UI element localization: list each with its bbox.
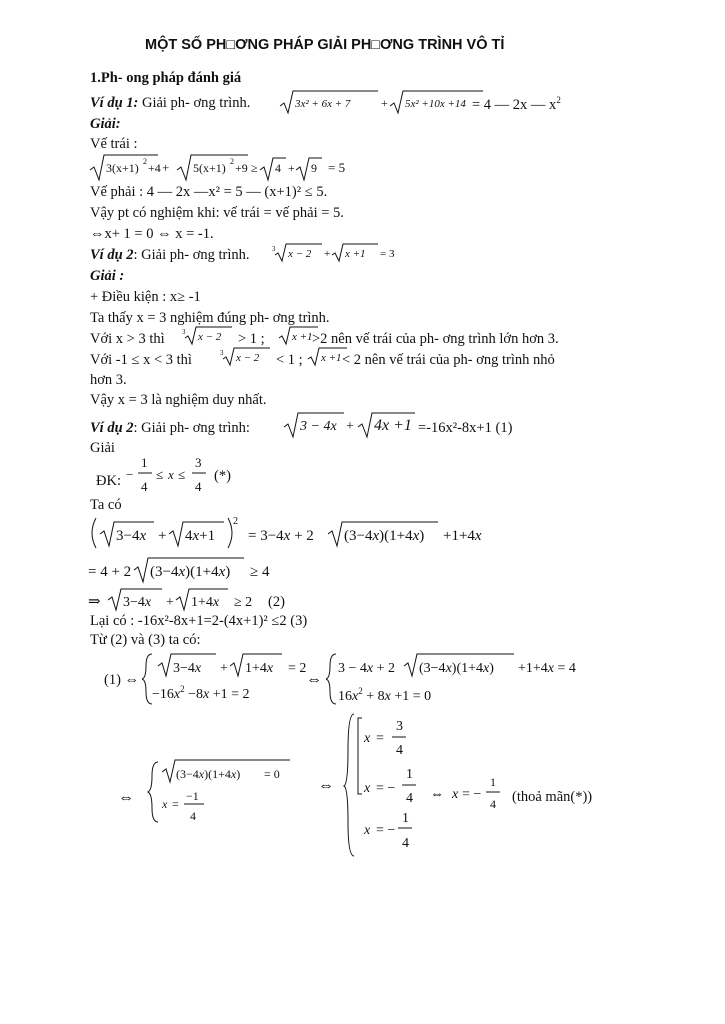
svg-text:≥ 4: ≥ 4 [250,564,270,580]
example-1-statement [90,95,250,112]
svg-text:3: 3 [272,245,276,253]
svg-text:(3−4x)(1+4x): (3−4x)(1+4x) [419,661,494,676]
example-2-statement [90,247,250,264]
solution-label: Giải : [90,268,125,284]
example-text: : Giải ph- ơng trình. [133,247,250,263]
svg-text:= 3−4x + 2: = 3−4x + 2 [248,528,314,544]
case-greater-conclusion: >2 nên vế trái của ph- ơng trình lớn hơn 3. [312,331,559,347]
svg-text:4x +1: 4x +1 [374,417,412,434]
svg-text:3: 3 [195,455,202,470]
svg-text:3 − 4x + 2: 3 − 4x + 2 [338,661,396,676]
svg-text:3: 3 [396,719,403,734]
svg-text:x: x [364,731,371,746]
section-heading: 1.Ph- ong pháp đánh giá [90,70,242,86]
svg-text:+: + [288,161,295,175]
result-line: ⇔x+ 1 = 0 ⇔ x = -1. [90,226,214,242]
case-less-compare: < 1 ; [276,352,303,368]
svg-text:−16x2 −8x +1 = 2: $-16x^2 -8x +1 = 2$ [152,684,250,702]
svg-text:x − 2: x − 2 [236,352,260,364]
example-text: : Giải ph- ơng trình: [133,420,250,436]
svg-text:1+4x: 1+4x [191,595,220,610]
svg-text:x +1: x +1 [292,331,313,343]
svg-text:x − 2: x − 2 [288,248,312,260]
svg-text:=: = [376,731,384,746]
svg-text:4x+1: 4x+1 [185,528,216,544]
domain-note: (*) [214,468,231,484]
svg-text:≤: ≤ [156,467,164,482]
svg-text:3(x+1): 3(x+1) [106,161,139,175]
final-system [118,710,618,860]
svg-text:3−4x: 3−4x [123,595,152,610]
combine-line: Từ (2) và (3) ta có: [90,632,201,648]
svg-text:4: 4 [190,809,196,823]
we-have-label: Ta có [90,497,122,513]
example-text: Giải ph- ơng trình. [141,95,251,111]
svg-text:3−4x: 3−4x [173,661,202,676]
svg-text:+1+4x = 4: +1+4x = 4 [518,661,576,676]
svg-text:x − 2: x − 2 [198,331,222,343]
svg-text:+4: +4 [148,161,161,175]
svg-text:⇒: ⇒ [88,594,101,610]
svg-text:+9: +9 [235,161,248,175]
svg-text:2: 2 [233,516,238,527]
svg-text:2: 2 [230,157,234,166]
svg-text:(3−4x)(1+4x): (3−4x)(1+4x) [344,528,425,544]
svg-text:⇔: ⇔ [430,787,444,802]
unique-solution-line: Vậy x = 3 là nghiệm duy nhất. [90,392,267,408]
svg-text:= 0: = 0 [264,767,280,781]
example-label: Ví dụ 1: [90,95,139,111]
case-less-conclusion: < 2 nên vế trái của ph- ơng trình nhỏ [342,352,555,368]
svg-text:1: 1 [141,455,148,470]
page-title: MỘT SỐ PH□ƠNG PHÁP GIẢI PH□ƠNG TRÌNH VÔ TỈ [145,37,505,53]
check-line: Ta thấy x = 3 nghiệm đúng ph- ơng trình. [90,310,330,326]
svg-text:3−4x: 3−4x [116,528,147,544]
inequality-3-line: Lại có : -16x²-8x+1=2-(4x+1)² ≤2 (3) [90,613,308,629]
implication-2 [88,588,268,614]
equivalence-label: (1) ⇔ [104,672,140,688]
svg-text:x: x [168,467,174,482]
svg-text:−1: −1 [186,789,199,803]
system-equivalence [142,652,632,712]
svg-text:16x2 + 8x +1 = 0: $16x^2 + 8x +1 = 0$ [338,686,432,704]
svg-text:= −: = − [462,787,482,802]
svg-text:1: 1 [406,767,413,782]
svg-text:≤: ≤ [178,467,186,482]
left-side-label: Vế trái : [90,136,138,152]
svg-text:+: + [324,248,331,260]
case-less-line: Với -1 ≤ x < 3 thì [90,352,192,368]
svg-text:4: 4 [141,479,148,494]
cube-root-expression [220,347,280,367]
final-note: (thoả mãn(*)) [512,789,593,805]
svg-text:= 4 + 2: = 4 + 2 [88,564,132,580]
svg-text:1: 1 [402,811,409,826]
svg-text:9: 9 [311,161,317,175]
solution-label: Giải [90,440,115,456]
svg-text:+: + [158,528,167,544]
case-greater-line: Với x > 3 thì [90,331,165,347]
svg-text:3: 3 [182,328,186,336]
equation-number-2: (2) [268,594,285,610]
squared-expression [88,516,508,554]
svg-text:4: 4 [275,161,281,175]
svg-text:1: 1 [490,775,496,789]
svg-text:= 5: = 5 [328,160,346,175]
domain-label: ĐK: [96,473,121,489]
example-label: Ví dụ 2 [90,420,134,436]
case-less-continuation: hơn 3. [90,372,127,388]
svg-text:1+4x: 1+4x [245,661,274,676]
svg-text:4: 4 [490,797,496,811]
svg-text:5(x+1): 5(x+1) [193,161,226,175]
svg-text:4: 4 [406,791,413,806]
ex3-equation-lhs [282,411,432,439]
svg-text:x: x [452,787,459,802]
svg-text:4: 4 [402,836,409,851]
svg-text:+: + [381,96,388,110]
svg-text:x: x [364,823,371,838]
svg-text:5x² +10x +14: 5x² +10x +14 [405,98,466,110]
condition-line: + Điều kiện : x≥ -1 [90,289,201,305]
ex1-equation-lhs [278,89,478,117]
svg-text:3: 3 [220,349,224,357]
svg-text:x +1: x +1 [345,248,366,260]
cube-root-expression [182,326,242,346]
ex3-equation-rhs: =-16x²-8x+1 (1) [418,420,513,436]
svg-text:⇔: ⇔ [318,777,334,794]
svg-text:x +1: x +1 [321,352,342,364]
svg-text:+: + [162,160,170,175]
svg-text:3 − 4x: 3 − 4x [300,419,337,434]
expanded-expression [88,556,328,586]
svg-text:x: x [162,797,168,811]
example-3-statement [90,420,250,437]
svg-text:⇔: ⇔ [118,789,134,806]
svg-text:4: 4 [396,743,403,758]
svg-text:≥ 2: ≥ 2 [234,595,253,610]
svg-text:≥: ≥ [251,161,258,175]
example-label: Ví dụ 2 [90,247,134,263]
svg-text:= −: = − [376,781,396,796]
svg-text:+: + [220,661,228,676]
svg-text:⇔: ⇔ [306,671,322,688]
svg-text:3x² + 6x + 7: 3x² + 6x + 7 [295,98,351,110]
svg-text:= 2: = 2 [288,661,307,676]
svg-text:= 3: = 3 [380,248,395,260]
svg-text:=: = [172,797,179,811]
svg-text:+1+4x: +1+4x [443,528,482,544]
svg-text:+: + [346,419,354,434]
svg-text:= −: = − [376,823,396,838]
ex1-left-side-expression [88,152,388,182]
ex1-equation-rhs: = 4 — 2x — $x^2$ [472,95,561,113]
case-greater-compare: > 1 ; [238,331,265,347]
svg-text:(3−4x)(1+4x): (3−4x)(1+4x) [150,564,231,580]
conclusion-line: Vậy pt có nghiệm khi: vế trái = vế phải = 5. [90,205,344,221]
svg-text:2: 2 [143,157,147,166]
right-side-line: Vế phải : 4 — 2x —x² = 5 — (x+1)² ≤ 5. [90,184,328,200]
ex2-equation [272,243,402,265]
svg-text:−: − [126,467,134,482]
svg-text:+: + [166,595,174,610]
svg-text:4: 4 [195,479,202,494]
solution-label: Giải: [90,116,121,132]
svg-text:(3−4x)(1+4x): (3−4x)(1+4x) [176,767,241,781]
svg-text:x: x [364,781,371,796]
